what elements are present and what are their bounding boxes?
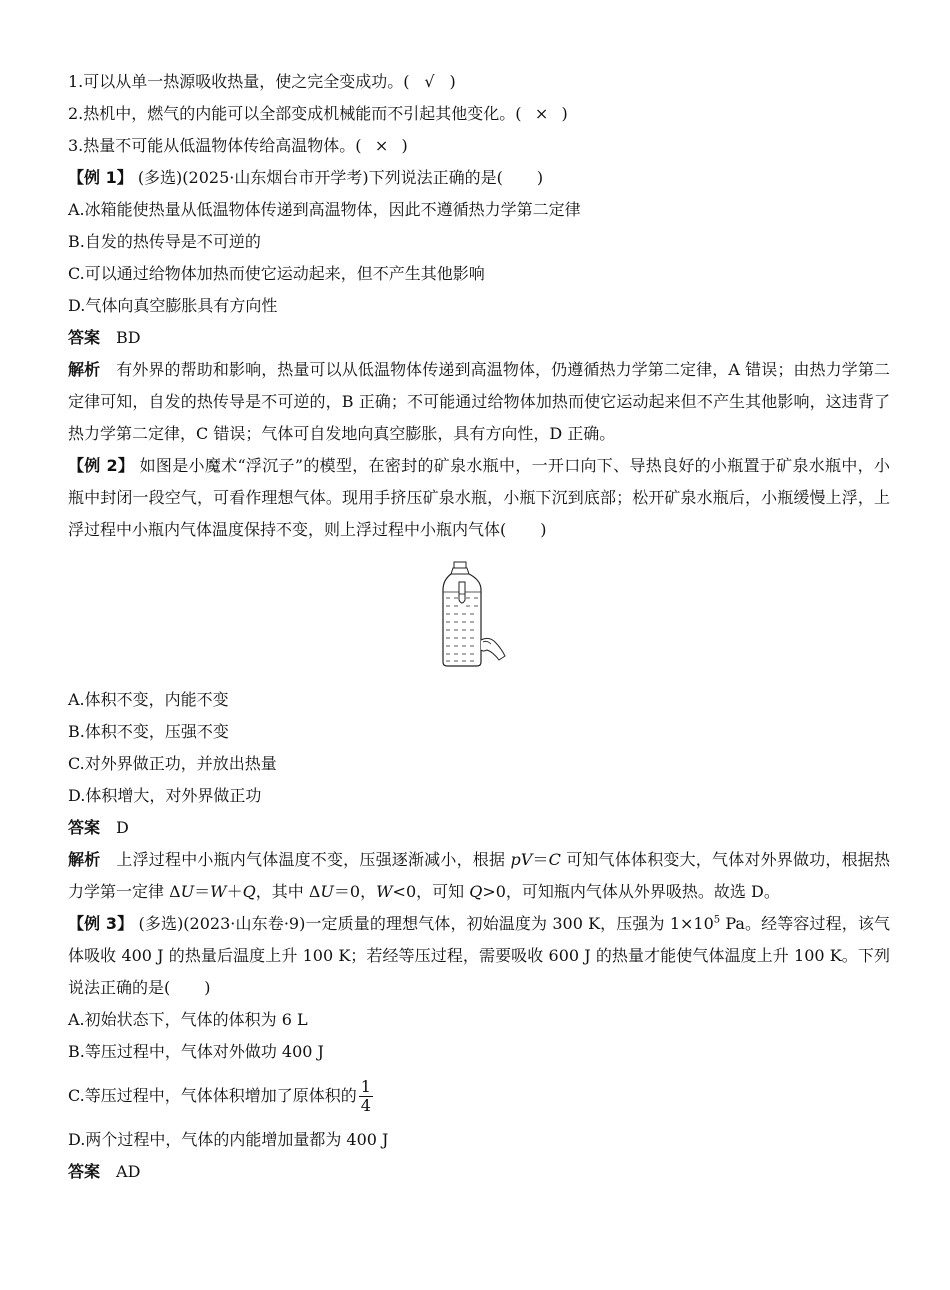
option-a: A.体积不变，内能不变	[68, 690, 229, 709]
example-1-stem: 【例 1】 (多选)(2025·山东烟台市开学考)下列说法正确的是( )	[68, 168, 544, 187]
option-d: D.体积增大，对外界做正功	[68, 786, 262, 805]
example-tag: 【例 2】	[68, 456, 135, 475]
option-a: A.初始状态下，气体的体积为 6 L	[68, 1010, 308, 1029]
judgment-1: 1.可以从单一热源吸收热量，使之完全变成功。( √ )	[68, 66, 890, 98]
cross-mark: ×	[534, 104, 549, 123]
analysis-paragraph: 解析 上浮过程中小瓶内气体温度不变，压强逐渐减小，根据 pV＝C 可知气体体积变大，气体对外界做功，根据热力学第一定律 ΔU＝W＋Q，其中 ΔU＝0，W<0，可知 Q>0，可知瓶内气体从外界吸热。故选 D。	[68, 850, 890, 901]
option-c: C.等压过程中，气体体积增加了原体积的 $\frac{1}{4}$	[68, 1077, 371, 1115]
example-tag: 【例 1】	[68, 168, 133, 187]
option-c: C.可以通过给物体加热而使它运动起来，但不产生其他影响	[68, 264, 485, 283]
document-page	[68, 66, 890, 1188]
answer-label: 答案	[68, 328, 101, 347]
bottle-diagram	[439, 560, 519, 670]
fraction: $\frac{1}{4}$	[360, 1077, 371, 1115]
example-3-stem: 【例 3】 (多选)(2023·山东卷·9)一定质量的理想气体，初始温度为 300 K，压强为 $1\times 10^5$ Pa。经等容过程，该气体吸收 400 J 的热量后温度上升 100 K；若经等压过程，需要吸收 600 J 的热量才能使气体温度上升 100 K。下列说法正确的是( )	[68, 914, 890, 997]
option-b: B.自发的热传导是不可逆的	[68, 232, 261, 251]
option-d: D.气体向真空膨胀具有方向性	[68, 296, 278, 315]
answer-value: D	[116, 818, 129, 837]
cartesian-diver-figure	[68, 546, 890, 684]
option-a: A.冰箱能使热量从低温物体传递到高温物体，因此不遵循热力学第二定律	[68, 200, 581, 219]
answer-line	[68, 812, 890, 844]
option-b: B.等压过程中，气体对外做功 400 J	[68, 1042, 324, 1061]
example-tag: 【例 3】	[68, 914, 134, 933]
option-d: D.两个过程中，气体的内能增加量都为 400 J	[68, 1130, 389, 1149]
analysis-label: 解析	[68, 360, 101, 379]
judgment-3: 3.热量不可能从低温物体传给高温物体。( × )	[68, 130, 890, 162]
answer-line	[68, 1156, 890, 1188]
analysis-label: 解析	[68, 850, 101, 869]
answer-value: AD	[116, 1162, 141, 1181]
example-2-stem: 【例 2】 如图是小魔术“浮沉子”的模型，在密封的矿泉水瓶中，一开口向下、导热良好的小瓶置于矿泉水瓶中，小瓶中封闭一段空气，可看作理想气体。现用手挤压矿泉水瓶，小瓶下沉到底部；松开矿泉水瓶后，小瓶缓慢上浮，上浮过程中小瓶内气体温度保持不变，则上浮过程中小瓶内气体( )	[68, 456, 890, 539]
answer-label: 答案	[68, 818, 101, 837]
answer-value: BD	[116, 328, 141, 347]
option-b: B.体积不变，压强不变	[68, 722, 229, 741]
answer-line	[68, 322, 890, 354]
judgment-2: 2.热机中，燃气的内能可以全部变成机械能而不引起其他变化。( × )	[68, 98, 890, 130]
option-c: C.对外界做正功，并放出热量	[68, 754, 277, 773]
answer-label: 答案	[68, 1162, 101, 1181]
cross-mark: ×	[374, 136, 389, 155]
check-mark: √	[424, 72, 435, 91]
analysis-paragraph: 解析 有外界的帮助和影响，热量可以从低温物体传递到高温物体，仍遵循热力学第二定律，A 错误；由热力学第二定律可知，自发的热传导是不可逆的，B 正确；不可能通过给物体加热而使它运动起来但不产生其他影响，这违背了热力学第二定律，C 错误；气体可自发地向真空膨胀，具有方向性，D 正确。	[68, 360, 890, 443]
